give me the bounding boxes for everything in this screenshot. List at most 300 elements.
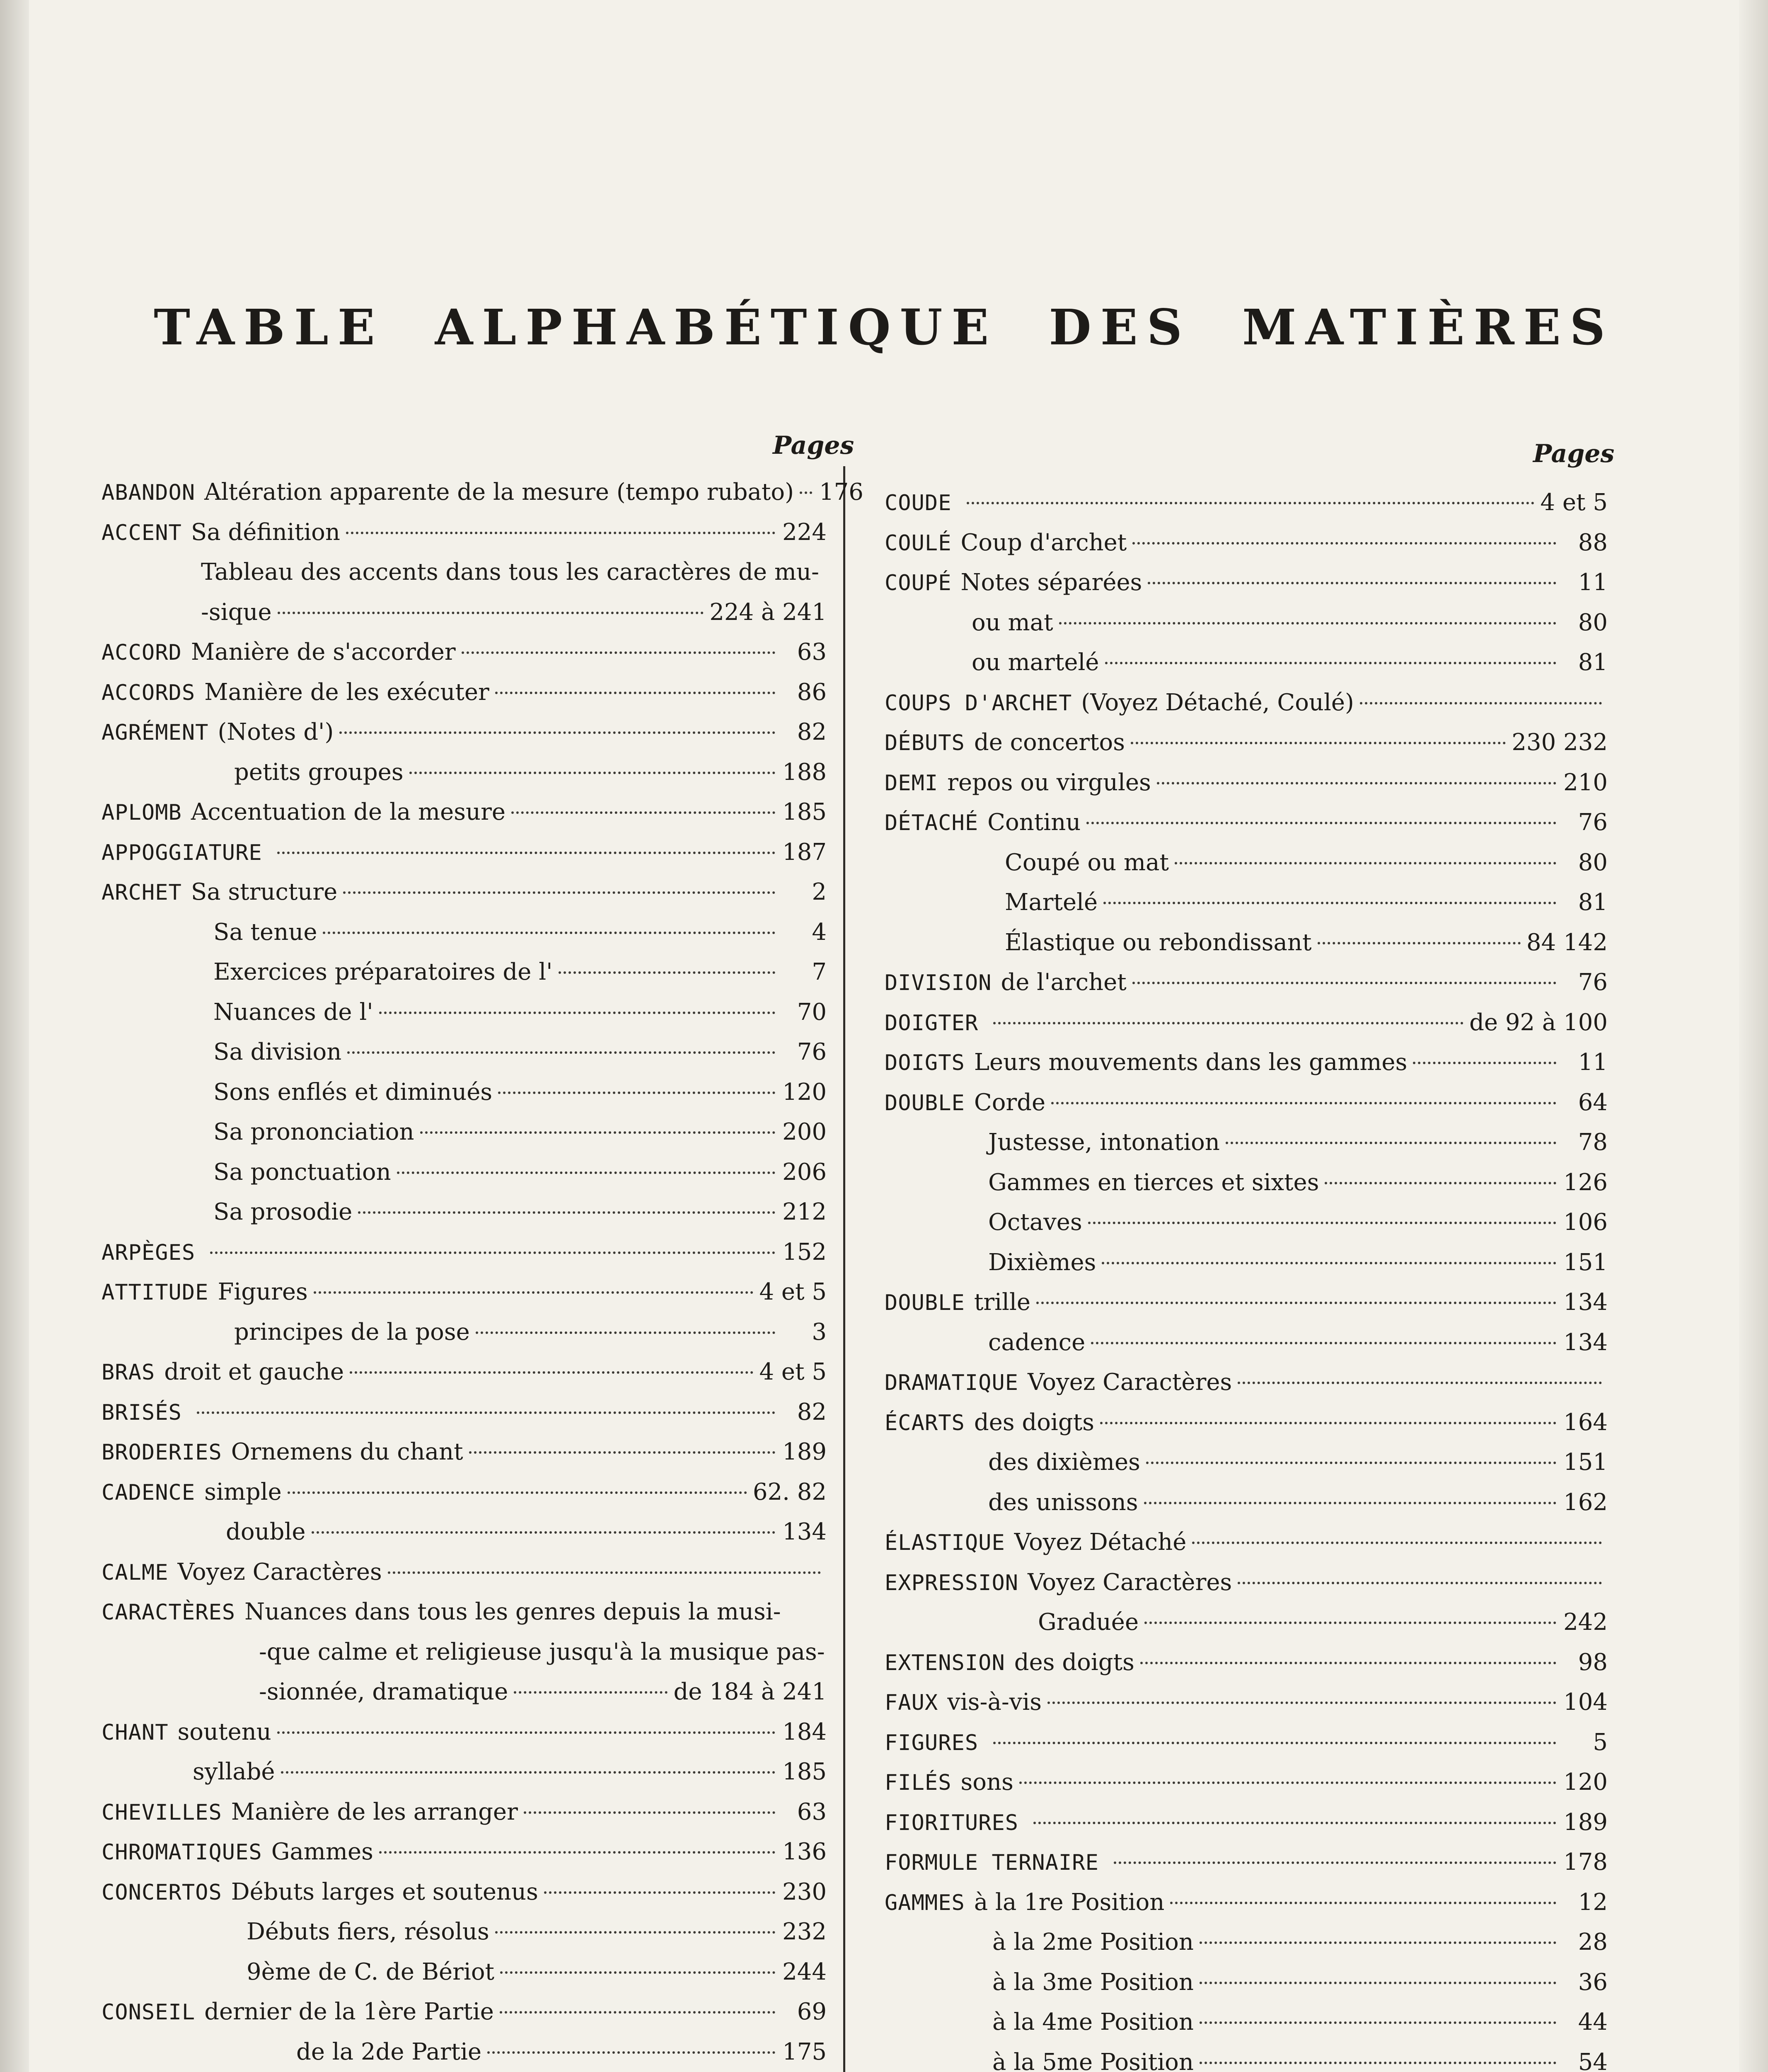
entry-heading: CONCERTOS xyxy=(102,1880,222,1905)
page-number: 84 142 xyxy=(1526,929,1608,956)
entry-description: des dixièmes xyxy=(988,1449,1140,1476)
dot-leader xyxy=(388,1571,821,1574)
index-entry xyxy=(102,1992,827,2032)
index-entry xyxy=(102,1472,827,1513)
page-number: 151 xyxy=(1563,1449,1608,1476)
index-entry xyxy=(885,563,1608,603)
entry-description: à la 4me Position xyxy=(992,2009,1194,2036)
page-number: 5 xyxy=(1593,1728,1608,1756)
entry-description: Sa structure xyxy=(191,879,338,905)
page-number: 162 xyxy=(1563,1489,1608,1516)
entry-description: cadence xyxy=(988,1329,1086,1356)
page-number: 81 xyxy=(1578,649,1608,676)
entry-description: Octaves xyxy=(988,1209,1082,1236)
index-entry xyxy=(885,1682,1608,1723)
entry-heading: ÉLASTIQUE xyxy=(885,1530,1005,1555)
dot-leader xyxy=(420,1131,775,1134)
entry-description: Justesse, intonation xyxy=(988,1129,1220,1156)
entry-heading: DRAMATIQUE xyxy=(885,1370,1019,1395)
entry-description: Figures xyxy=(218,1278,308,1305)
entry-heading: ÉCARTS xyxy=(885,1410,965,1435)
page-number: 212 xyxy=(782,1198,827,1225)
entry-description: soutenu xyxy=(177,1718,271,1745)
entry-heading: CADENCE xyxy=(102,1480,196,1505)
column-divider xyxy=(843,466,845,2072)
index-entry xyxy=(885,1043,1608,1083)
index-entry xyxy=(102,792,827,833)
page-number: 120 xyxy=(1563,1769,1608,1796)
entry-heading: FORMULE TERNAIRE xyxy=(885,1850,1099,1875)
page-number: de 184 à 241 xyxy=(673,1678,827,1705)
dot-leader xyxy=(1047,1702,1556,1704)
index-entry xyxy=(102,833,827,873)
entry-description: Corde xyxy=(974,1089,1046,1116)
dot-leader xyxy=(511,811,775,814)
index-entry xyxy=(102,913,827,953)
entry-description: Sa division xyxy=(213,1038,342,1065)
index-entry xyxy=(102,513,827,553)
entry-description: des unissons xyxy=(988,1489,1138,1516)
index-entry xyxy=(102,2032,827,2072)
index-entry xyxy=(102,712,827,753)
dot-leader xyxy=(1100,1422,1556,1424)
page-number: 64 xyxy=(1578,1089,1608,1116)
page-number: 176 xyxy=(819,479,863,506)
entry-heading: FILÉS xyxy=(885,1770,952,1795)
index-entry xyxy=(102,1752,827,1792)
entry-heading: EXPRESSION xyxy=(885,1570,1019,1595)
index-entry xyxy=(885,1003,1608,1043)
dot-leader xyxy=(469,1451,775,1454)
dot-leader xyxy=(358,1211,775,1214)
dot-leader xyxy=(277,852,775,854)
index-entry xyxy=(102,1312,827,1353)
entry-description: Manière de les arranger xyxy=(231,1798,518,1825)
dot-leader xyxy=(1132,542,1556,545)
entry-description: (Voyez Détaché, Coulé) xyxy=(1081,689,1354,716)
entry-description: -sionnée, dramatique xyxy=(259,1678,508,1705)
entry-heading: FIORITURES xyxy=(885,1810,1019,1835)
entry-description: Dixièmes xyxy=(988,1249,1096,1276)
entry-description: droit et gauche xyxy=(164,1358,344,1385)
entry-heading: EXTENSION xyxy=(885,1650,1005,1675)
page-number: 120 xyxy=(782,1078,827,1106)
dot-leader xyxy=(524,1811,775,1814)
index-entry xyxy=(885,763,1608,803)
index-entry xyxy=(885,1403,1608,1443)
entry-heading: CARACTÈRES xyxy=(102,1600,236,1625)
entry-description: (Notes d') xyxy=(218,719,334,746)
index-entry xyxy=(102,1112,827,1152)
page-number: 69 xyxy=(797,1998,827,2025)
index-entry xyxy=(885,1883,1608,1923)
index-entry xyxy=(885,1323,1608,1363)
page-number: 178 xyxy=(1563,1849,1608,1876)
entry-description: des doigts xyxy=(974,1409,1094,1436)
entry-heading: DOUBLE xyxy=(885,1290,965,1315)
dot-leader xyxy=(1131,742,1506,744)
dot-leader xyxy=(1033,1822,1556,1824)
page-number: 134 xyxy=(782,1518,827,1545)
entry-heading: APPOGGIATURE xyxy=(102,840,262,865)
index-entry xyxy=(885,1602,1608,1643)
page-number: 175 xyxy=(782,2038,827,2065)
entry-description: à la 2me Position xyxy=(992,1929,1194,1956)
entry-description: -que calme et religieuse jusqu'à la musique pas- xyxy=(259,1638,825,1665)
entry-heading: BRAS xyxy=(102,1360,155,1385)
page-number: 188 xyxy=(782,758,827,786)
index-entry xyxy=(885,843,1608,883)
dot-leader xyxy=(1148,582,1556,584)
dot-leader xyxy=(476,1331,775,1334)
dot-leader xyxy=(544,1891,775,1894)
dot-leader xyxy=(1238,1582,1602,1584)
entry-heading: BRODERIES xyxy=(102,1440,222,1465)
index-entry xyxy=(885,603,1608,643)
index-entry xyxy=(102,593,827,633)
page-number: 152 xyxy=(782,1238,827,1266)
entry-description: de concertos xyxy=(974,729,1125,756)
page-number: 230 xyxy=(782,1878,827,1905)
dot-leader xyxy=(1192,1542,1602,1544)
dot-leader xyxy=(312,1531,775,1534)
entry-description: Exercices préparatoires de l' xyxy=(213,959,553,985)
dot-leader xyxy=(323,932,775,934)
entry-description: repos ou virgules xyxy=(947,769,1151,796)
page-number: 187 xyxy=(782,838,827,866)
entry-heading: COUPS D'ARCHET xyxy=(885,690,1072,716)
entry-heading: DÉBUTS xyxy=(885,731,965,755)
index-entry xyxy=(102,1872,827,1912)
index-entry xyxy=(102,1592,827,1632)
entry-heading: ACCORD xyxy=(102,640,182,665)
index-entry xyxy=(102,1672,827,1712)
page-number: 44 xyxy=(1578,2009,1608,2036)
page-number: 4 et 5 xyxy=(759,1358,827,1385)
dot-leader xyxy=(1226,1142,1556,1144)
index-entry xyxy=(102,673,827,713)
dot-leader xyxy=(462,651,775,654)
entry-description: trille xyxy=(974,1289,1030,1316)
dot-leader xyxy=(1114,1861,1556,1864)
dot-leader xyxy=(346,532,775,534)
index-entry xyxy=(885,1803,1608,1843)
entry-description: Sa prononciation xyxy=(213,1118,414,1145)
entry-heading: CONSEIL xyxy=(102,2000,196,2025)
entry-heading: ARCHET xyxy=(102,880,182,905)
dot-leader xyxy=(1088,1222,1556,1224)
page-number: 104 xyxy=(1563,1689,1608,1716)
entry-description: Manière de s'accorder xyxy=(191,639,456,666)
entry-heading: ARPÈGES xyxy=(102,1240,196,1265)
dot-leader xyxy=(500,2011,775,2014)
dot-leader xyxy=(495,692,775,694)
page-number: 230 232 xyxy=(1512,729,1608,756)
entry-description: Élastique ou rebondissant xyxy=(1005,929,1312,956)
dot-leader xyxy=(1175,862,1556,864)
entry-heading: APLOMB xyxy=(102,800,182,825)
page-number: 206 xyxy=(782,1158,827,1186)
page-number: 98 xyxy=(1578,1648,1608,1676)
page-number: 189 xyxy=(782,1438,827,1465)
index-entry xyxy=(885,1523,1608,1563)
entry-description: Continu xyxy=(987,809,1081,836)
index-entry xyxy=(885,1643,1608,1683)
index-entry xyxy=(885,963,1608,1003)
entry-heading: COUDE xyxy=(885,491,952,516)
entry-description: -sique xyxy=(201,598,272,626)
index-entry xyxy=(102,1792,827,1832)
entry-description: vis-à-vis xyxy=(947,1689,1042,1716)
pages-header-left: Pages xyxy=(773,431,854,460)
page-number: 224 à 241 xyxy=(709,598,827,626)
dot-leader xyxy=(397,1172,775,1174)
index-entry xyxy=(885,723,1608,763)
entry-description: Coup d'archet xyxy=(960,529,1127,556)
entry-description: Sons enflés et diminués xyxy=(213,1078,493,1106)
index-entry xyxy=(885,1203,1608,1243)
index-entry xyxy=(885,1563,1608,1603)
index-entry xyxy=(885,1283,1608,1323)
page-number: 63 xyxy=(797,1798,827,1825)
dot-leader xyxy=(1170,1902,1556,1904)
page-number: 4 xyxy=(812,918,827,946)
entry-heading: DOIGTER xyxy=(885,1010,979,1036)
entry-heading: AGRÉMENT xyxy=(102,720,209,745)
index-entry xyxy=(102,1832,827,1872)
page-number: 76 xyxy=(1578,969,1608,996)
entry-description: Altération apparente de la mesure (tempo rubato) xyxy=(204,479,794,506)
dot-leader xyxy=(500,1971,775,1974)
dot-leader xyxy=(379,1851,775,1854)
dot-leader xyxy=(1413,1062,1556,1064)
pages-header-right: Pages xyxy=(1533,439,1615,468)
entry-heading: ATTITUDE xyxy=(102,1280,209,1305)
dot-leader xyxy=(278,612,704,614)
dot-leader xyxy=(197,1411,775,1414)
index-entry xyxy=(885,1922,1608,1963)
entry-description: Manière de les exécuter xyxy=(204,678,489,706)
dot-leader xyxy=(409,772,775,774)
entry-heading: BRISÉS xyxy=(102,1400,182,1425)
entry-description: sons xyxy=(960,1769,1013,1796)
dot-leader xyxy=(1318,942,1521,944)
dot-leader xyxy=(1140,1662,1556,1664)
index-entry xyxy=(102,753,827,793)
page-number: 136 xyxy=(782,1838,827,1865)
dot-leader xyxy=(1360,702,1602,704)
index-entry xyxy=(102,1552,827,1593)
index-entry xyxy=(885,1762,1608,1803)
dot-leader xyxy=(1200,2021,1556,2024)
entry-heading: ACCORDS xyxy=(102,680,196,705)
page-number: 210 xyxy=(1563,769,1608,796)
index-entry xyxy=(885,1483,1608,1523)
index-column-right xyxy=(885,483,1608,2072)
dot-leader xyxy=(379,1012,775,1014)
dot-leader xyxy=(495,1931,775,1934)
entry-heading: ABANDON xyxy=(102,480,196,505)
entry-description: Voyez Caractères xyxy=(1028,1569,1232,1596)
entry-description: Débuts larges et soutenus xyxy=(231,1878,538,1905)
dot-leader xyxy=(1146,1462,1556,1464)
entry-description: 9ème de C. de Bériot xyxy=(247,1958,495,1985)
dot-leader xyxy=(1144,1502,1556,1504)
page-number: 244 xyxy=(782,1958,827,1985)
page-number: 4 et 5 xyxy=(759,1278,827,1305)
page-number: 28 xyxy=(1578,1929,1608,1956)
page-number: 185 xyxy=(782,799,827,825)
index-entry xyxy=(102,1712,827,1752)
index-entry xyxy=(102,1432,827,1472)
dot-leader xyxy=(800,491,812,494)
dot-leader xyxy=(277,1731,775,1734)
entry-description: double xyxy=(226,1518,306,1545)
dot-leader xyxy=(1036,1302,1556,1304)
entry-heading: DEMI xyxy=(885,770,938,796)
entry-description: Ornemens du chant xyxy=(231,1438,463,1465)
page-number: 2 xyxy=(812,879,827,905)
entry-description: Leurs mouvements dans les gammes xyxy=(974,1049,1408,1076)
index-entry xyxy=(102,552,827,593)
entry-description: à la 5me Position xyxy=(992,2048,1194,2072)
page-number: 242 xyxy=(1563,1609,1608,1636)
index-entry xyxy=(885,1163,1608,1203)
index-entry xyxy=(885,2002,1608,2043)
dot-leader xyxy=(1200,1982,1556,1984)
dot-leader xyxy=(281,1771,775,1774)
index-entry xyxy=(102,1352,827,1392)
page-number: 76 xyxy=(797,1038,827,1065)
entry-description: Sa ponctuation xyxy=(213,1158,391,1186)
entry-description: Tableau des accents dans tous les caractères de mu- xyxy=(201,559,819,586)
page-number: 76 xyxy=(1578,809,1608,836)
page-number: 12 xyxy=(1578,1888,1608,1916)
dot-leader xyxy=(343,891,775,894)
entry-heading: COULÉ xyxy=(885,530,952,556)
entry-description: Martelé xyxy=(1005,889,1098,916)
page-number: 82 xyxy=(797,719,827,746)
page-number: 7 xyxy=(812,959,827,985)
page-number: 81 xyxy=(1578,889,1608,916)
entry-description: Voyez Caractères xyxy=(177,1558,382,1585)
index-entry xyxy=(885,483,1608,523)
dot-leader xyxy=(1132,982,1556,984)
dot-leader xyxy=(350,1371,753,1374)
entry-description: des doigts xyxy=(1014,1648,1134,1676)
dot-leader xyxy=(210,1251,775,1254)
page-number: 164 xyxy=(1563,1409,1608,1436)
entry-heading: ACCENT xyxy=(102,520,182,545)
entry-description: Coupé ou mat xyxy=(1005,849,1169,876)
page-number: 200 xyxy=(782,1118,827,1145)
dot-leader xyxy=(967,502,1535,504)
dot-leader xyxy=(1086,822,1556,824)
dot-leader xyxy=(1103,902,1556,904)
index-entry xyxy=(102,1192,827,1232)
dot-leader xyxy=(1019,1782,1556,1784)
index-entry xyxy=(102,1632,827,1673)
page-number: 126 xyxy=(1563,1169,1608,1196)
entry-description: à la 3me Position xyxy=(992,1968,1194,1996)
entry-description: ou mat xyxy=(972,609,1053,636)
entry-heading: CHANT xyxy=(102,1720,169,1745)
entry-description: Sa prosodie xyxy=(213,1198,353,1225)
page-number: 184 xyxy=(782,1718,827,1745)
dot-leader xyxy=(1157,782,1556,784)
index-entry xyxy=(102,952,827,992)
index-entry xyxy=(102,1072,827,1113)
entry-description: de la 2de Partie xyxy=(296,2038,482,2065)
index-entry xyxy=(885,2043,1608,2072)
entry-description: simple xyxy=(204,1478,282,1506)
dot-leader xyxy=(1059,622,1556,625)
page-number: 54 xyxy=(1578,2048,1608,2072)
entry-description: Gammes en tierces et sixtes xyxy=(988,1169,1319,1196)
dot-leader xyxy=(1105,662,1556,664)
entry-description: de l'archet xyxy=(1001,969,1127,996)
index-entry xyxy=(102,1952,827,1992)
dot-leader xyxy=(1144,1622,1556,1624)
dot-leader xyxy=(559,971,775,974)
entry-description: principes de la pose xyxy=(234,1318,470,1346)
index-entry xyxy=(885,1123,1608,1163)
index-entry xyxy=(885,1723,1608,1763)
index-entry xyxy=(102,1152,827,1193)
index-entry xyxy=(102,1272,827,1312)
page-number: 62. 82 xyxy=(752,1478,827,1506)
page-number: 11 xyxy=(1578,569,1608,596)
index-entry xyxy=(885,683,1608,723)
entry-description: ou martelé xyxy=(972,649,1099,676)
dot-leader xyxy=(339,731,775,734)
page-number: 232 xyxy=(782,1918,827,1945)
index-entry xyxy=(102,1912,827,1952)
entry-heading: COUPÉ xyxy=(885,571,952,595)
entry-description: Sa tenue xyxy=(213,918,317,946)
index-entry xyxy=(102,992,827,1033)
page-number: 134 xyxy=(1563,1289,1608,1316)
entry-description: dernier de la 1ère Partie xyxy=(204,1998,494,2025)
index-entry xyxy=(885,923,1608,963)
dot-leader xyxy=(993,1742,1556,1744)
page-number: 224 xyxy=(782,518,827,546)
dot-leader xyxy=(1200,1941,1556,1944)
index-entry xyxy=(102,472,863,513)
entry-heading: DOUBLE xyxy=(885,1090,965,1116)
dot-leader xyxy=(347,1051,775,1054)
index-entry xyxy=(885,1963,1608,2003)
page-number: 151 xyxy=(1563,1249,1608,1276)
page-number: 4 et 5 xyxy=(1540,489,1608,516)
entry-description: Notes séparées xyxy=(960,569,1142,596)
dot-leader xyxy=(1238,1382,1602,1384)
dot-leader xyxy=(1102,1262,1556,1264)
entry-description: Voyez Détaché xyxy=(1014,1529,1187,1556)
index-column-left xyxy=(102,472,863,2072)
index-entry xyxy=(885,883,1608,923)
index-entry xyxy=(885,523,1608,563)
entry-description: Nuances dans tous les genres depuis la musi- xyxy=(244,1598,781,1625)
dot-leader xyxy=(993,1022,1463,1024)
entry-heading: CHROMATIQUES xyxy=(102,1840,262,1865)
index-entry xyxy=(885,643,1608,683)
index-entry xyxy=(885,1083,1608,1123)
entry-heading: FIGURES xyxy=(885,1730,979,1755)
dot-leader xyxy=(288,1491,747,1494)
index-entry xyxy=(102,1512,827,1552)
dot-leader xyxy=(1051,1102,1556,1104)
